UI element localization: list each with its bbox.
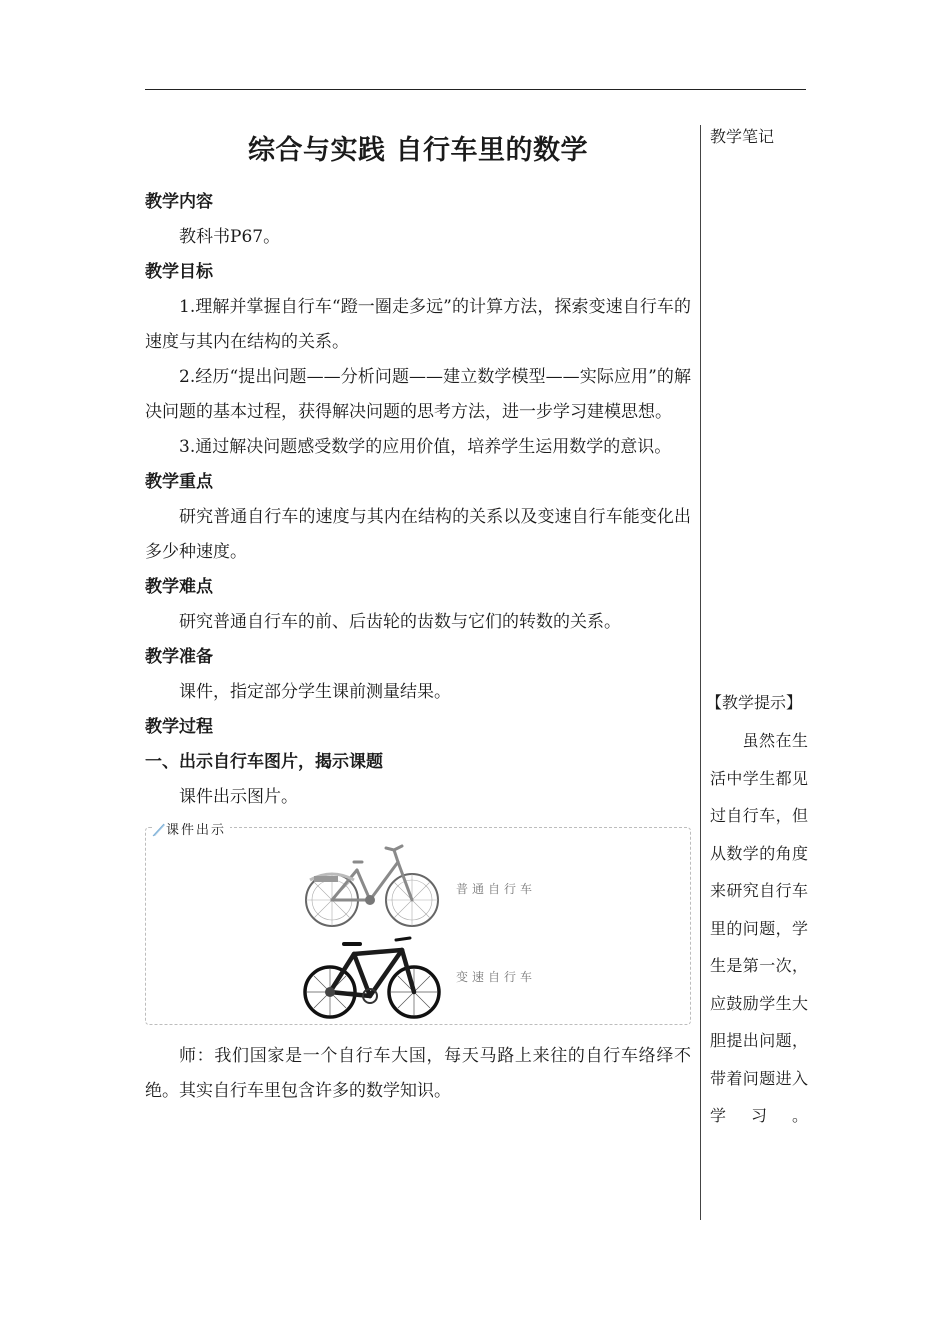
process-step1-text: 课件出示图片。 [179, 787, 298, 807]
top-rule [145, 89, 806, 90]
heading-difficulty: 教学难点 [145, 577, 213, 597]
teaching-hint-text-content: 虽然在生活中学生都见过自行车，但从数学的角度来研究自行车里的问题，学生是第一次，应鼓励学生大胆提出问题，带着问题进入学习。 [710, 731, 808, 1125]
heading-goals: 教学目标 [145, 262, 213, 282]
prep-text: 课件，指定部分学生课前测量结果。 [179, 682, 451, 702]
heading-focus: 教学重点 [145, 472, 213, 492]
goal-item-2: 2.经历“提出问题——分析问题——建立数学模型——实际应用”的解决问题的基本过程，获得解决问题的思考方法，进一步学习建模思想。 [145, 367, 691, 422]
teaching-hint-heading: 【教学提示】 [706, 693, 803, 712]
page-title: 综合与实践 自行车里的数学 [248, 135, 588, 166]
tag-corner-icon [152, 823, 166, 837]
ordinary-bicycle-label: 普通自行车 [456, 882, 537, 896]
process-step1-heading: 一、出示自行车图片，揭示课题 [145, 752, 383, 772]
teaching-notes-title: 教学笔记 [710, 127, 775, 146]
heading-prep: 教学准备 [145, 647, 213, 667]
ordinary-bicycle-image [302, 840, 442, 930]
content-text: 教科书P67。 [179, 227, 281, 247]
variable-speed-bicycle-image [302, 934, 442, 1020]
courseware-tag [152, 819, 230, 838]
difficulty-text: 研究普通自行车的前、后齿轮的齿数与它们的转数的关系。 [179, 612, 621, 632]
courseware-figure [145, 823, 691, 1025]
lesson-main-column [145, 110, 691, 1109]
goal-item-1: 1.理解并掌握自行车“蹬一圈走多远”的计算方法，探索变速自行车的速度与其内在结构的关系。 [145, 297, 691, 352]
heading-content: 教学内容 [145, 192, 213, 212]
courseware-tag-label: 课件出示 [166, 823, 227, 838]
teacher-remark: 师：我们国家是一个自行车大国，每天马路上来往的自行车络绎不绝。其实自行车里包含许多的数学知识。 [145, 1046, 691, 1101]
focus-text: 研究普通自行车的速度与其内在结构的关系以及变速自行车能变化出多少种速度。 [145, 507, 691, 562]
variable-speed-bicycle-label: 变速自行车 [456, 970, 537, 984]
teaching-notes-sidebar [706, 125, 808, 1125]
heading-process: 教学过程 [145, 717, 213, 737]
goal-item-3: 3.通过解决问题感受数学的应用价值，培养学生运用数学的意识。 [179, 437, 672, 457]
teaching-hint-text [710, 722, 808, 1135]
sidebar-divider [700, 125, 701, 1220]
